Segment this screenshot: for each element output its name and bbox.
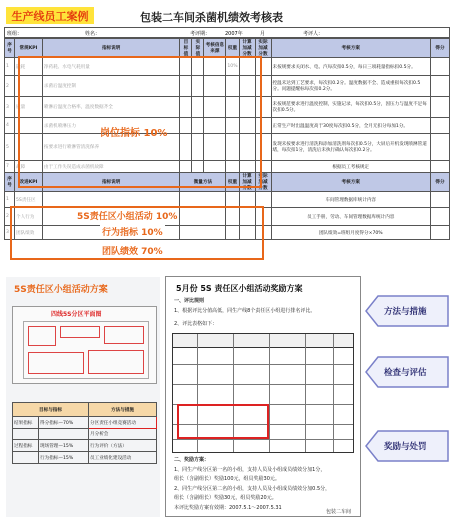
th-target: 目标值 [180,39,192,58]
row2-no: 3 [5,226,15,240]
mt-c: 结果指标 [13,417,39,429]
row2-no: 1 [5,192,15,208]
row-desc: 由于工作失误造成杀菌机故障 [42,161,180,173]
row-weight: 10% [226,58,239,76]
row-no: 1 [5,58,15,76]
row-kpi: 故障 [14,161,42,173]
mt-c: 员工业绩化建设活动 [89,452,157,464]
row-desc: 杀菌后温度控制 [42,76,180,97]
info-evaluator: 考评人： [303,31,324,37]
th-score: 得分 [430,39,449,58]
th2-calc: 计算加减分数 [239,173,255,192]
arrow-check [364,355,450,389]
map-zone-b [60,326,100,338]
row2-plan: 团队绩效=班组月度得分×70% [271,226,430,240]
th-kpi: 常规KPI [14,39,42,58]
th-actual: 实际值 [192,39,204,58]
left-title: 5S责任区小组活动方案 [14,285,108,295]
score-table [172,333,354,453]
arrow-methods-label: 方法与措施 [384,307,427,317]
activity-label: 5S责任区小组活动 10% [75,209,179,222]
th2-score: 得分 [430,173,449,192]
map-zone-e [88,350,144,374]
th-real: 实际加减分数 [255,39,271,58]
row-no: 7 [5,161,15,173]
score-table-col [269,334,270,452]
info-year: 2007年 [225,31,243,37]
th2-desc: 指标说明 [42,173,180,192]
award-document [165,276,361,517]
score-table-highlight [177,404,269,439]
row-plan: 发现未按要求进行清洗和添加清洗剂每次扣0.5分，大屏后开机发现喷淋管道堵，每次扣1分，清洗后未执行确认每次扣0.2分。 [271,134,430,161]
job-kpi-label: 岗位指标 10% [100,128,168,139]
row-no: 5 [5,134,15,161]
th-plan: 考核方案 [271,39,430,58]
mt-h2: 方法与措施 [89,403,157,417]
th2-real: 实际加减分数 [255,173,271,192]
case-banner: 生产线员工案例 [6,7,94,24]
th2-plan: 考核方案 [271,173,430,192]
doc-s2: 二、奖励方案： [174,457,210,463]
doc-s2-item: 组长（含副组长）奖励30元，组员奖励20元。 [174,495,277,501]
th-no: 序号 [5,39,15,58]
map-zone-a [28,326,56,346]
row-no: 4 [5,118,15,134]
score-table-col [333,334,334,452]
info-period: 考评期： [190,31,211,37]
mt-c: 现场管理—15% [39,440,89,452]
arrow-check-label: 检查与评估 [384,368,427,378]
map-zone-c [104,326,144,344]
arrow-reward-label: 奖励与处罚 [384,442,427,452]
th2-kpi: 改进KPI [14,173,42,192]
row2-kpi: 5S责任区 [14,192,42,208]
info-row [4,27,450,38]
info-name: 姓名： [85,31,101,37]
mt-h1: 目标与指标 [13,403,89,417]
th-calc: 计算加减分数 [239,39,255,58]
th2-no: 序号 [5,173,15,192]
row2-kpi: 个人行为 [14,208,42,226]
doc-s2-item: 2、同生产线分区第二名的小组，支持人员及小组成员绩效分加0.5分， [174,486,331,492]
row-desc: 按要求进行喷淋管清洗保养 [42,134,180,161]
team-label: 团队绩效 70% [100,244,165,257]
row-plan: 根据员工考核规定 [271,161,430,173]
mt-c: 分区责任小组竞赛活动 [89,417,157,429]
th-desc: 指标说明 [42,39,180,58]
score-table-line [173,364,353,365]
row-plan: 控温未达到工艺要求，每次扣0.2分。温度数据不全、造成重损每次扣0.5分。问题提醒标每次扣0.2分。 [271,76,430,97]
row2-plan: 员工手册，劳动、车间管理数据库统计内容 [271,208,430,226]
sheet-title: 包装二车间杀菌机绩效考核表 [140,11,283,24]
row-desc: 净药耗、水电气耗用量 [42,58,180,76]
doc-validity: 本评比奖励方案有效期：2007.5.1～2007.5.31 [174,505,282,511]
mt-c: 月分析会 [89,429,157,440]
mt-c: 行为指标—15% [39,452,89,464]
th-source: 考核信息来源 [204,39,226,58]
doc-sign: 包装二车间 [326,509,352,515]
arrow-reward [364,429,450,463]
row-no: 2 [5,76,15,97]
row-desc: 杀菌机喷淋压力 [42,118,180,134]
map-zone [23,321,149,379]
mt-c: 得分指标—70% [39,417,89,429]
doc-title: 5月份 5S 责任区小组活动奖励方案 [176,284,303,293]
row-desc: 喷淋后温度合格率，温度数据齐全 [42,97,180,118]
info-month: 月 [260,31,266,37]
mt-c: 过程指标 [13,440,39,452]
score-table-line [173,439,353,440]
behavior-label: 行为指标 10% [100,225,165,238]
mt-c: 行为评价（方法） [89,440,157,452]
row-plan: 未按规范要求进行温度控制，实施记录，每次扣0.5分，因压力与温度不足每次扣0.5分。 [271,97,430,118]
score-table-col [305,334,306,452]
doc-s2-item: 1、同生产线分区第一名的小组，支持人员及小组成员绩效分加1分， [174,467,326,473]
row-kpi: 质量 [14,97,42,118]
th-weight: 权重 [226,39,239,58]
row-plan: 未按规要求关闭水、电、汽每次扣0.5分，每日三项耗量指标扣0.5分。 [271,58,430,76]
doc-s1: 一、评比规则 [174,298,205,304]
map-title: 四线5S分区平面图 [51,311,102,318]
job-kpi-box [18,56,262,188]
map-figure [12,306,157,384]
method-table [12,402,157,464]
row-kpi: 能耗 [14,58,42,76]
score-table-header [173,334,353,348]
arrow-methods [364,294,450,328]
row2-no: 2 [5,208,15,226]
doc-s2-item: 组长（含副组长）奖励100元，组员奖励30元。 [174,476,280,482]
th2-weight: 权重 [226,173,239,192]
row2-plan: 车间管理数据库统计内容 [271,192,430,208]
doc-s1-item: 2、评比表格如下： [174,321,218,327]
info-team: 班组： [7,31,23,37]
row-no: 3 [5,97,15,118]
th2-method: 衡量方法 [180,173,226,192]
map-zone-d [28,352,84,374]
row2-kpi: 团队绩效 [14,226,42,240]
doc-s1-item: 1、根据评比分值高低，同生产线8个责任区小组进行排名评比。 [174,308,316,314]
row-plan: 正常生产时出温温度高于30度每次扣0.5分，全月无扣分每加1分。 [271,118,430,134]
score-table-line [173,384,353,385]
